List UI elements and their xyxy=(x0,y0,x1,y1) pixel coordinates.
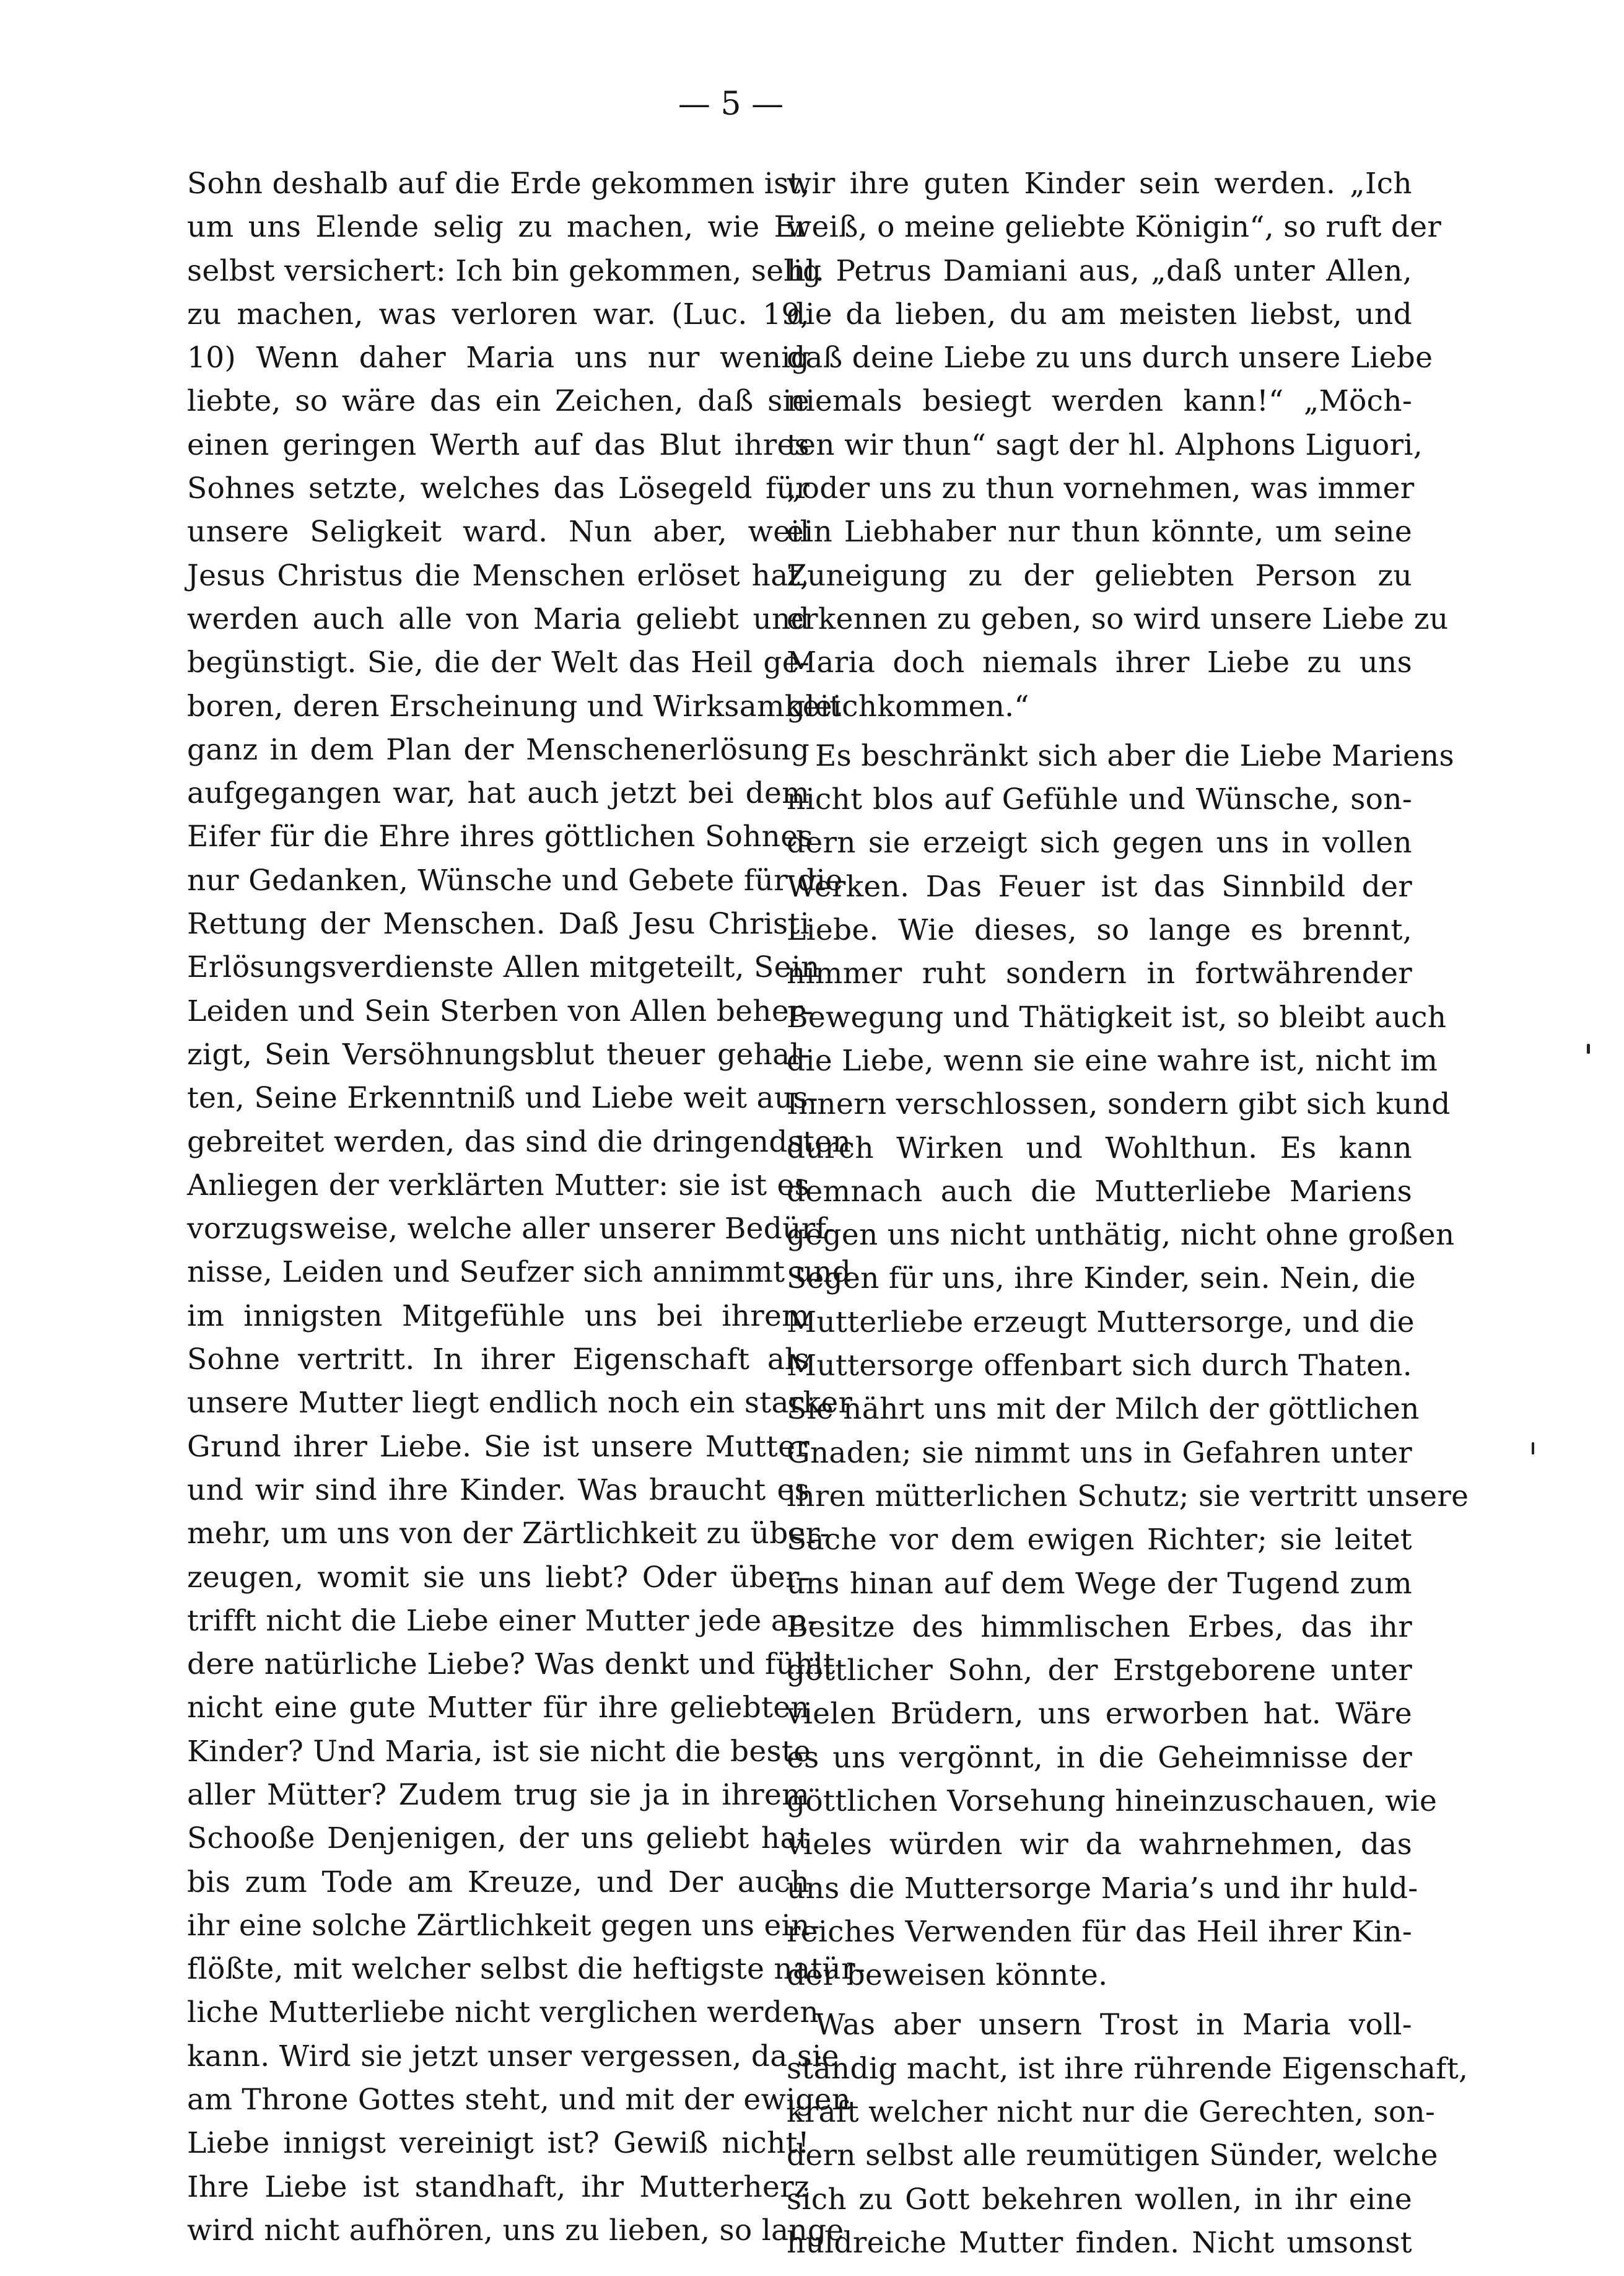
text-line: Erlösungsverdienste Allen mitgeteilt, Sein xyxy=(187,950,820,985)
text-line: werden auch alle von Maria geliebt und xyxy=(187,602,810,636)
text-line: zeugen, womit sie uns liebt? Oder über- xyxy=(187,1560,810,1595)
page-number: — 5 — xyxy=(678,85,784,123)
text-line: gegen uns nicht unthätig, nicht ohne großen xyxy=(787,1218,1455,1253)
text-line: Leiden und Sein Sterben von Allen beher- xyxy=(187,994,813,1028)
text-line: Eifer für die Ehre ihres göttlichen Sohnes xyxy=(187,820,813,854)
text-line: Werken. Das Feuer ist das Sinnbild der xyxy=(787,869,1412,904)
text-line: um uns Elende selig zu machen, wie Er xyxy=(187,210,810,245)
text-line: Sohnes setzte, welches das Lösegeld für xyxy=(187,471,810,506)
text-line: Mutterliebe erzeugt Muttersorge, und die xyxy=(787,1305,1415,1339)
text-line: gleichkommen.“ xyxy=(787,689,1029,724)
text-line: göttlichen Vorsehung hineinzuschauen, wie xyxy=(787,1784,1438,1818)
text-line: huldreiche Mutter finden. Nicht umsonst xyxy=(787,2225,1412,2260)
text-line: begünstigt. Sie, die der Welt das Heil ge- xyxy=(187,646,810,680)
text-line: Besitze des himmlischen Erbes, das ihr xyxy=(787,1609,1412,1644)
text-line: liche Mutterliebe nicht verglichen werden xyxy=(187,1995,819,2030)
text-line: der beweisen könnte. xyxy=(787,1958,1108,1993)
text-line: nisse, Leiden und Seufzer sich annimmt und xyxy=(187,1255,852,1290)
text-line: Grund ihrer Liebe. Sie ist unsere Mutter xyxy=(187,1429,810,1464)
text-line: flößte, mit welcher selbst die heftigste natür- xyxy=(187,1952,866,1987)
text-line: unsere Seligkeit ward. Nun aber, weil xyxy=(187,515,810,549)
text-line: Liebe. Wie dieses, so lange es brennt, xyxy=(787,913,1412,948)
text-line: trifft nicht die Liebe einer Mutter jede an- xyxy=(187,1603,818,1638)
text-line: Bewegung und Thätigkeit ist, so bleibt auch xyxy=(787,1000,1447,1035)
text-line: ihren mütterlichen Schutz; sie vertritt unsere xyxy=(787,1479,1469,1513)
text-line: reiches Verwenden für das Heil ihrer Kin- xyxy=(787,1914,1412,1949)
text-line: dern sie erzeigt sich gegen uns in vollen xyxy=(787,826,1412,860)
text-line: die da lieben, du am meisten liebst, und xyxy=(787,297,1412,331)
text-line: zu machen, was verloren war. (Luc. 19, xyxy=(187,297,810,331)
text-line: Sohn deshalb auf die Erde gekommen ist, xyxy=(187,167,810,201)
text-line: erkennen zu geben, so wird unsere Liebe zu xyxy=(787,602,1449,636)
text-line: kann. Wird sie jetzt unser vergessen, da sie xyxy=(187,2039,839,2073)
text-line: einen geringen Werth auf das Blut ihres xyxy=(187,427,810,462)
text-line: boren, deren Erscheinung und Wirksamkeit xyxy=(187,689,842,724)
text-line: uns hinan auf dem Wege der Tugend zum xyxy=(787,1566,1412,1601)
text-line: ten, Seine Erkenntniß und Liebe weit aus- xyxy=(187,1081,819,1116)
text-line: wir ihre guten Kinder sein werden. „Ich xyxy=(787,167,1412,201)
text-line: ein Liebhaber nur thun könnte, um seine xyxy=(787,515,1412,549)
text-line: sich zu Gott bekehren wollen, in ihr eine xyxy=(787,2182,1412,2217)
print-speck xyxy=(1532,1442,1534,1455)
text-line: zigt, Sein Versöhnungsblut theuer gehal- xyxy=(187,1037,810,1072)
text-line: nur Gedanken, Wünsche und Gebete für die xyxy=(187,863,844,898)
text-line: unsere Mutter liegt endlich noch ein starker xyxy=(187,1386,853,1420)
text-line: liebte, so wäre das ein Zeichen, daß sie xyxy=(187,384,810,419)
text-line: nicht blos auf Gefühle und Wünsche, son- xyxy=(787,782,1412,817)
text-line: ihr eine solche Zärtlichkeit gegen uns ein- xyxy=(187,1908,820,1943)
text-line: Ihre Liebe ist standhaft, ihr Mutterherz xyxy=(187,2169,810,2204)
text-line: Maria doch niemals ihrer Liebe zu uns xyxy=(787,646,1412,680)
text-line: ständig macht, ist ihre rührende Eigenschaft, xyxy=(787,2051,1469,2086)
text-line: Sache vor dem ewigen Richter; sie leitet xyxy=(787,1523,1412,1557)
text-line: wird nicht aufhören, uns zu lieben, so lange xyxy=(187,2213,844,2248)
text-line: niemals besiegt werden kann!“ „Möch- xyxy=(787,384,1412,419)
text-line: daß deine Liebe zu uns durch unsere Liebe xyxy=(787,341,1433,375)
text-line: vorzugsweise, welche aller unserer Bedürf- xyxy=(187,1212,836,1246)
text-line: Segen für uns, ihre Kinder, sein. Nein, die xyxy=(787,1261,1416,1296)
text-line: Es beschränkt sich aber die Liebe Mariens xyxy=(815,738,1454,773)
text-line: Jesus Christus die Menschen erlöset hat, xyxy=(187,558,810,593)
text-line: Gnaden; sie nimmt uns in Gefahren unter xyxy=(787,1435,1412,1470)
text-line: Muttersorge offenbart sich durch Thaten. xyxy=(787,1349,1412,1383)
text-line: Zuneigung zu der geliebten Person zu xyxy=(787,558,1412,593)
text-line: dere natürliche Liebe? Was denkt und fühlt xyxy=(187,1647,836,1682)
text-line: göttlicher Sohn, der Erstgeborene unter xyxy=(787,1653,1412,1688)
text-line: durch Wirken und Wohlthun. Es kann xyxy=(787,1131,1412,1165)
text-line: ten wir thun“ sagt der hl. Alphons Liguori, xyxy=(787,427,1423,462)
text-line: im innigsten Mitgefühle uns bei ihrem xyxy=(187,1298,810,1333)
text-line: vielen Brüdern, uns erworben hat. Wäre xyxy=(787,1697,1412,1731)
text-line: Innern verschlossen, sondern gibt sich kund xyxy=(787,1087,1451,1122)
text-line: vieles würden wir da wahrnehmen, das xyxy=(787,1827,1412,1862)
left-column xyxy=(187,162,866,2252)
text-line: kraft welcher nicht nur die Gerechten, son- xyxy=(787,2095,1436,2130)
text-line: Rettung der Menschen. Daß Jesu Christi xyxy=(187,907,810,942)
text-line: demnach auch die Mutterliebe Mariens xyxy=(787,1174,1412,1209)
text-line: weiß, o meine geliebte Königin“, so ruft der xyxy=(787,210,1442,245)
text-line: mehr, um uns von der Zärtlichkeit zu über- xyxy=(187,1517,830,1551)
text-line: die Liebe, wenn sie eine wahre ist, nicht im xyxy=(787,1043,1438,1078)
text-line: ganz in dem Plan der Menschenerlösung xyxy=(187,732,810,767)
print-speck xyxy=(1587,1044,1590,1054)
text-line: „oder uns zu thun vornehmen, was immer xyxy=(787,471,1415,506)
text-line: aller Mütter? Zudem trug sie ja in ihrem xyxy=(187,1777,810,1812)
paragraph-gap xyxy=(787,729,1412,735)
text-line: dern selbst alle reumütigen Sünder, welche xyxy=(787,2138,1438,2173)
text-line: Liebe innigst vereinigt ist? Gewiß nicht! xyxy=(187,2126,810,2161)
text-line: hl. Petrus Damiani aus, „daß unter Allen, xyxy=(787,253,1412,288)
text-line: es uns vergönnt, in die Geheimnisse der xyxy=(787,1740,1412,1775)
text-line: Sohne vertritt. In ihrer Eigenschaft als xyxy=(187,1342,810,1377)
text-line: Anliegen der verklärten Mutter: sie ist es xyxy=(187,1168,810,1202)
text-line: bis zum Tode am Kreuze, und Der auch xyxy=(187,1865,810,1899)
text-line: gebreitet werden, das sind die dringendsten xyxy=(187,1124,851,1159)
text-line: aufgegangen war, hat auch jetzt bei dem xyxy=(187,776,810,811)
text-line: nicht eine gute Mutter für ihre geliebten xyxy=(187,1691,810,1725)
paragraph-gap xyxy=(787,1997,1412,2003)
text-line: Was aber unsern Trost in Maria voll- xyxy=(815,2008,1412,2042)
text-line: 10) Wenn daher Maria uns nur wenig xyxy=(187,341,810,375)
text-line: Sie nährt uns mit der Milch der göttlichen xyxy=(787,1392,1420,1427)
text-line: selbst versichert: Ich bin gekommen, selig xyxy=(187,253,822,288)
text-line: nimmer ruht sondern in fortwährender xyxy=(787,956,1412,991)
text-line: und wir sind ihre Kinder. Was braucht es xyxy=(187,1473,810,1507)
text-line: am Throne Gottes steht, und mit der ewigen xyxy=(187,2083,851,2117)
right-column xyxy=(787,162,1469,2265)
text-line: uns die Muttersorge Maria’s und ihr huld- xyxy=(787,1871,1418,1906)
text-line: Kinder? Und Maria, ist sie nicht die beste xyxy=(187,1734,811,1769)
text-line: Schooße Denjenigen, der uns geliebt hat xyxy=(187,1821,810,1856)
